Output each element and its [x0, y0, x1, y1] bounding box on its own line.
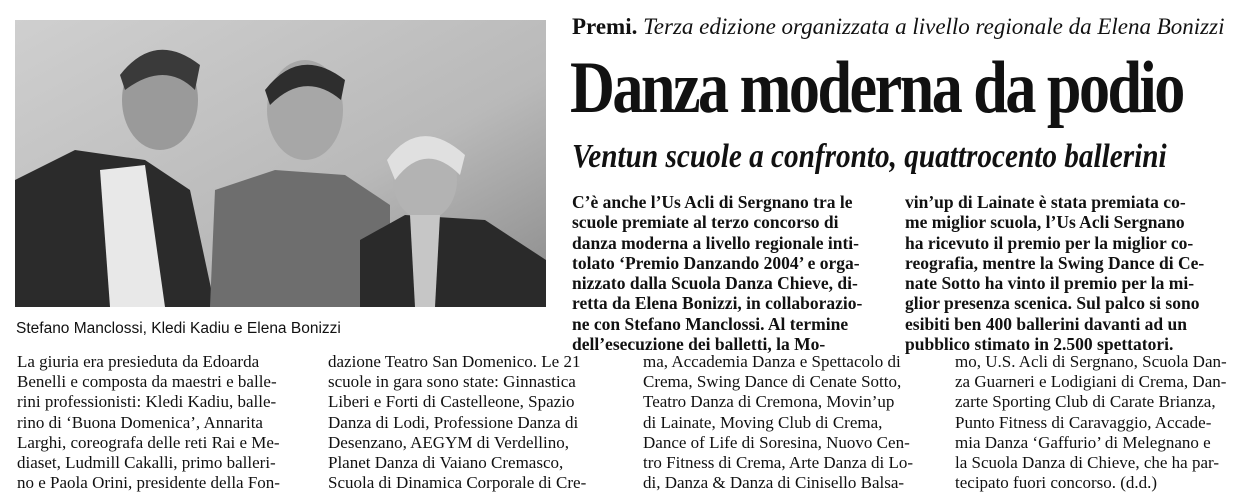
text-line: Danza di Lodi, Professione Danza di: [328, 412, 579, 432]
text-line: no e Paola Orini, presidente della Fon-: [17, 473, 280, 493]
text-line: C’è anche l’Us Acli di Sergnano tra le: [572, 192, 853, 212]
article-kicker: [572, 14, 1252, 40]
article-subhead: Ventun scuole a confronto, quattrocento ballerini: [572, 138, 1167, 175]
text-line: dell’esecuzione dei balletti, la Mo-: [572, 334, 826, 355]
text-line: rino di ‘Buona Domenica’, Annarita: [17, 412, 263, 432]
text-line: scuole premiate al terzo concorso di: [572, 212, 839, 233]
text-line: scuole in gara sono state: Ginnastica: [328, 372, 576, 392]
text-line: mo, U.S. Acli di Sergnano, Scuola Dan-: [955, 352, 1227, 371]
text-line: Punto Fitness di Caravaggio, Accade-: [955, 412, 1212, 432]
text-line: Larghi, coreografa delle reti Rai e Me-: [17, 432, 280, 452]
text-line: reografia, mentre la Swing Dance di Ce-: [905, 252, 1205, 273]
text-line: la Scuola Danza di Chieve, che ha par-: [955, 453, 1219, 473]
intro-column-1: [572, 192, 887, 354]
text-line: Desenzano, AEGYM di Verdellino,: [328, 432, 569, 452]
text-line: di, Danza & Danza di Cinisello Balsa-: [643, 473, 905, 493]
text-line: retta da Elena Bonizzi, in collaborazio-: [572, 293, 863, 314]
text-line: glior presenza scenica. Sul palco si sono: [905, 293, 1200, 314]
photo-caption: Stefano Manclossi, Kledi Kadiu e Elena Bonizzi: [16, 320, 341, 337]
text-line: nizzato dalla Scuola Danza Chieve, di-: [572, 273, 858, 294]
body-column-2: [328, 352, 628, 493]
text-line: Liberi e Forti di Castelleone, Spazio: [328, 392, 575, 412]
text-line: Scuola di Dinamica Corporale di Cre-: [328, 473, 587, 493]
text-line: za Guarneri e Lodigiani di Crema, Dan-: [955, 372, 1227, 392]
article-headline: Danza moderna da podio: [570, 47, 1183, 129]
text-line: pubblico stimato in 2.500 spettatori.: [905, 334, 1174, 355]
text-line: tro Fitness di Crema, Arte Danza di Lo-: [643, 453, 914, 473]
text-line: vin’up di Lainate è stata premiata co-: [905, 192, 1186, 212]
text-line: zarte Sporting Club di Carate Brianza,: [955, 392, 1216, 412]
text-line: Crema, Swing Dance di Cenate Sotto,: [643, 372, 902, 392]
intro-column-2: [905, 192, 1245, 354]
text-line: Planet Danza di Vaiano Cremasco,: [328, 453, 564, 473]
text-line: La giuria era presieduta da Edoarda: [17, 352, 260, 371]
body-column-3: [643, 352, 943, 493]
text-line: diaset, Ludmill Cakalli, primo balleri-: [17, 453, 276, 473]
text-line: tecipato fuori concorso. (d.d.): [955, 473, 1158, 493]
photo-illustration: [15, 20, 546, 307]
text-line: me miglior scuola, l’Us Acli Sergnano: [905, 212, 1185, 233]
text-line: Teatro Danza di Cremona, Movin’up: [643, 392, 895, 412]
body-column-1: [17, 352, 307, 493]
text-line: ha ricevuto il premio per la miglior co-: [905, 232, 1194, 253]
kicker-text: Terza edizione organizzata a livello regionale da Elena Bonizzi: [643, 14, 1225, 39]
text-line: danza moderna a livello regionale inti-: [572, 232, 859, 253]
article-photo: [15, 20, 546, 307]
text-line: esibiti ben 400 ballerini davanti ad un: [905, 313, 1188, 334]
text-line: Benelli e composta da maestri e balle-: [17, 372, 277, 392]
text-line: ma, Accademia Danza e Spettacolo di: [643, 352, 901, 371]
kicker-label: Premi.: [572, 14, 638, 39]
text-line: mia Danza ‘Gaffurio’ di Melegnano e: [955, 432, 1211, 452]
text-line: di Lainate, Moving Club di Crema,: [643, 412, 883, 432]
text-line: Dance of Life di Soresina, Nuovo Cen-: [643, 432, 910, 452]
text-line: dazione Teatro San Domenico. Le 21: [328, 352, 581, 371]
text-line: nate Sotto ha vinto il premio per la mi-: [905, 273, 1195, 294]
text-line: ne con Stefano Manclossi. Al termine: [572, 313, 849, 334]
text-line: rini professionisti: Kledi Kadiu, balle-: [17, 392, 277, 412]
body-column-4: [955, 352, 1255, 493]
text-line: tolato ‘Premio Danzando 2004’ e orga-: [572, 252, 860, 273]
